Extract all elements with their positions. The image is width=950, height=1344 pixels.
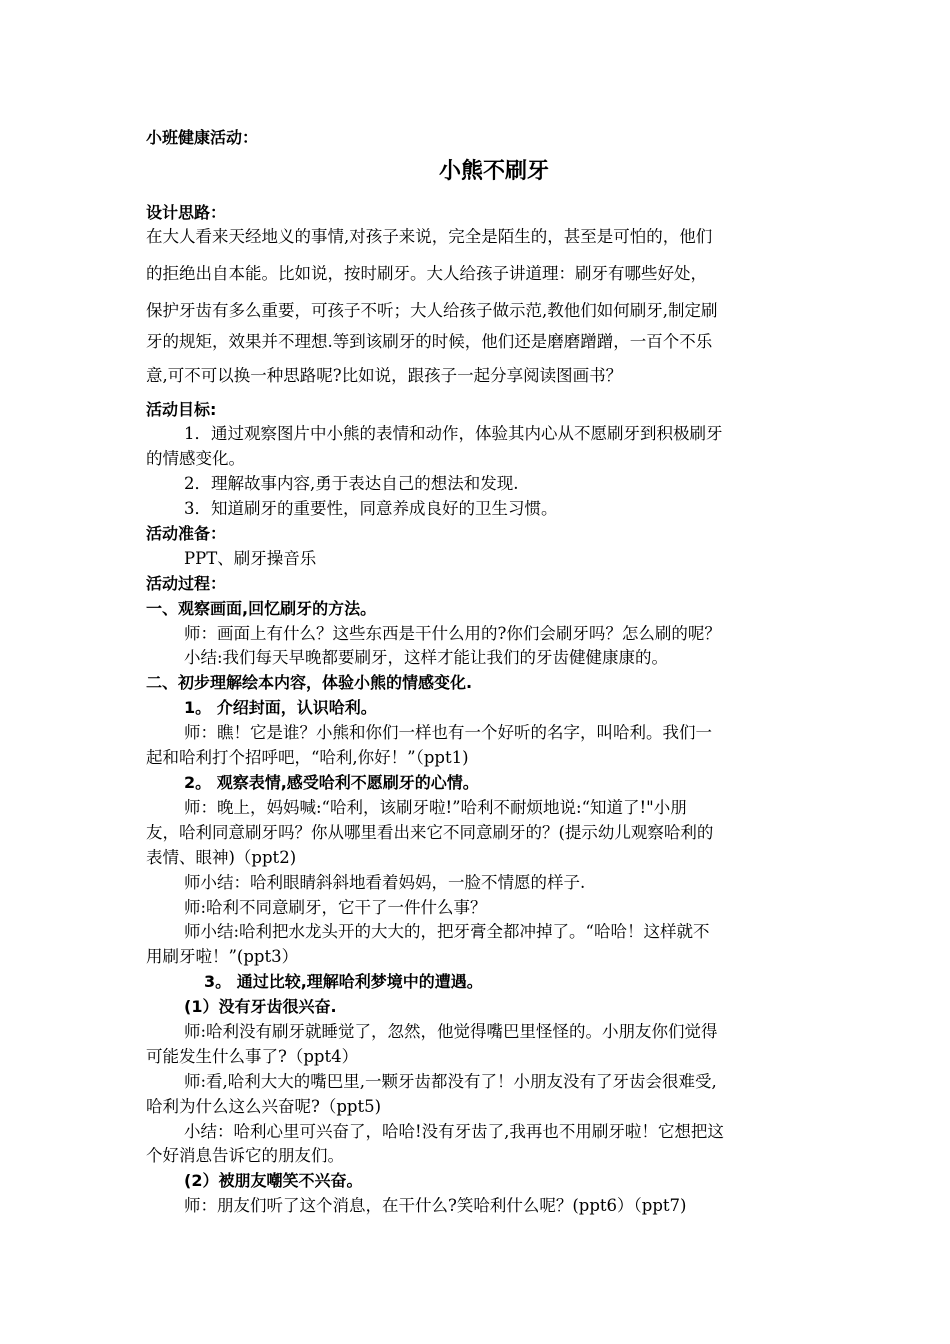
goals-heading: 活动目标: xyxy=(146,400,217,419)
goal-item: 3．知道刷牙的重要性，同意养成良好的卫生习惯。 xyxy=(184,499,558,518)
subsection-heading: 3。 通过比较,理解哈利梦境中的遭遇。 xyxy=(204,972,483,991)
section-heading: 二、初步理解绘本内容，体验小熊的情感变化. xyxy=(146,673,473,692)
paragraph-line: 在大人看来天经地义的事情,对孩子来说，完全是陌生的，甚至是可怕的，他们 xyxy=(146,227,713,246)
process-heading: 活动过程： xyxy=(146,574,227,593)
sub-subsection-heading: (2）被朋友嘲笑不兴奋。 xyxy=(184,1171,363,1190)
dialogue-line: 表情、眼神)（ppt2) xyxy=(146,848,297,867)
dialogue-line: 小结:我们每天早晚都要刷牙，这样才能让我们的牙齿健健康康的。 xyxy=(184,648,669,667)
subsection-heading: 1。 介绍封面，认识哈利。 xyxy=(184,698,377,717)
sub-subsection-heading: (1）没有牙齿很兴奋. xyxy=(184,997,337,1016)
section-heading: 一、观察画面,回忆刷牙的方法。 xyxy=(146,599,377,618)
dialogue-line: 师：画面上有什么？这些东西是干什么用的?你们会刷牙吗？怎么刷的呢？ xyxy=(184,624,721,643)
paragraph-line: 的拒绝出自本能。比如说，按时刷牙。大人给孩子讲道理：刷牙有哪些好处， xyxy=(146,264,707,283)
preparation-text: PPT、刷牙操音乐 xyxy=(184,549,317,568)
dialogue-line: 师:哈利没有刷牙就睡觉了，忽然，他觉得嘴巴里怪怪的。小朋友你们觉得 xyxy=(184,1022,718,1041)
goal-item: 2．理解故事内容,勇于表达自己的想法和发现. xyxy=(184,474,519,493)
goal-item: 1．通过观察图片中小熊的表情和动作，体验其内心从不愿刷牙到积极刷牙 xyxy=(184,424,723,443)
design-idea-heading: 设计思路： xyxy=(146,203,227,222)
dialogue-line: 师小结：哈利眼睛斜斜地看着妈妈，一脸不情愿的样子. xyxy=(184,873,586,892)
dialogue-line: 师小结:哈利把水龙头开的大大的，把牙膏全都冲掉了。“哈哈！这样就不 xyxy=(184,922,710,941)
dialogue-line: 哈利为什么这么兴奋呢?（ppt5) xyxy=(146,1097,382,1116)
dialogue-line: 师:哈利不同意刷牙，它干了一件什么事？ xyxy=(184,898,487,917)
paragraph-line: 牙的规矩，效果并不理想.等到该刷牙的时候，他们还是磨磨蹭蹭，一百个不乐 xyxy=(146,332,713,351)
paragraph-line: 意,可不可以换一种思路呢?比如说，跟孩子一起分享阅读图画书？ xyxy=(146,366,623,385)
dialogue-line: 师:看,哈利大大的嘴巴里,一颗牙齿都没有了！小朋友没有了牙齿会很难受, xyxy=(184,1072,717,1091)
dialogue-line: 用刷牙啦！”(ppt3） xyxy=(146,947,299,966)
preparation-heading: 活动准备： xyxy=(146,524,227,543)
dialogue-line: 起和哈利打个招呼吧，“哈利,你好！”（ppt1) xyxy=(146,748,469,767)
paragraph-line: 保护牙齿有多么重要，可孩子不听；大人给孩子做示范,教他们如何刷牙,制定刷 xyxy=(146,301,718,320)
dialogue-line: 师：朋友们听了这个消息，在干什么?笑哈利什么呢？(ppt6）（ppt7) xyxy=(184,1196,687,1215)
dialogue-line: 可能发生什么事了?（ppt4） xyxy=(146,1047,359,1066)
goal-item-cont: 的情感变化。 xyxy=(146,449,245,468)
dialogue-line: 个好消息告诉它的朋友们。 xyxy=(146,1146,344,1165)
subsection-heading: 2。 观察表情,感受哈利不愿刷牙的心情。 xyxy=(184,773,479,792)
activity-category: 小班健康活动： xyxy=(146,128,259,147)
dialogue-line: 小结：哈利心里可兴奋了，哈哈!没有牙齿了,我再也不用刷牙啦！它想把这 xyxy=(184,1122,724,1141)
dialogue-line: 师：晚上，妈妈喊:“哈利，该刷牙啦!”哈利不耐烦地说:“知道了!"小朋 xyxy=(184,798,687,817)
document-title: 小熊不刷牙 xyxy=(439,159,550,184)
dialogue-line: 友，哈利同意刷牙吗？你从哪里看出来它不同意刷牙的？(提示幼儿观察哈利的 xyxy=(146,823,714,842)
dialogue-line: 师：瞧！它是谁？小熊和你们一样也有一个好听的名字，叫哈利。我们一 xyxy=(184,723,712,742)
